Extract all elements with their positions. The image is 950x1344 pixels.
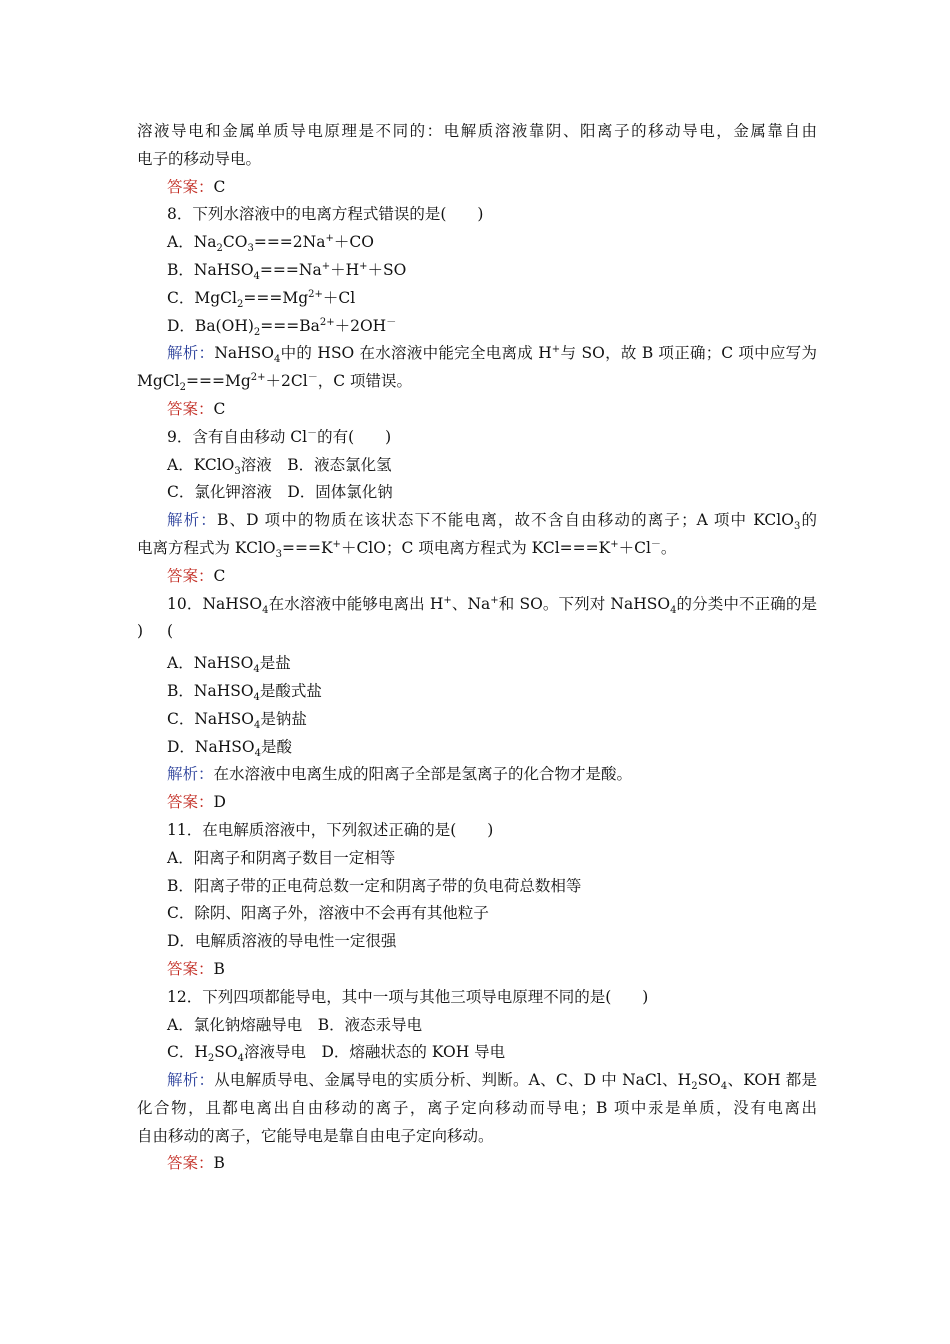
text: ＋Cl	[618, 538, 651, 557]
text: A．NaHSO	[167, 654, 254, 673]
subscript: 2	[691, 1081, 698, 1093]
subscript: 2	[179, 382, 186, 394]
subscript: 3	[275, 549, 282, 561]
analysis-label: 解析：	[167, 765, 214, 784]
q8-option-d	[137, 313, 817, 341]
q9-options-ab	[137, 452, 817, 480]
text: 的有( )	[317, 427, 392, 446]
q8-option-b	[137, 257, 817, 285]
superscript: +	[443, 594, 452, 606]
text: 9．含有自由移动 Cl	[167, 427, 308, 446]
superscript: 2+	[250, 372, 266, 384]
text: 和 SO。下列对 NaHSO	[498, 594, 671, 613]
text: SO	[697, 1071, 721, 1090]
text: NaHSO	[214, 344, 274, 363]
q8-analysis-line-2	[137, 368, 817, 396]
text: ===Mg	[186, 372, 251, 391]
text: 化合物，且都电离出自由移动的离子，离子定向移动而导电；B 项中汞是单质，没有电离出	[137, 1098, 817, 1117]
superscript: +	[610, 538, 619, 550]
subscript: 3	[234, 465, 241, 477]
text: B．NaHSO	[167, 681, 254, 700]
text: 的	[800, 511, 817, 530]
superscript: +	[551, 344, 561, 356]
q10-stem-line-1	[137, 591, 817, 641]
answer-label: 答案：	[167, 793, 214, 812]
q11-option-a	[137, 845, 817, 873]
text: D．Ba(OH)	[167, 316, 254, 335]
text: C．NaHSO	[167, 709, 255, 728]
superscript: 2+	[308, 288, 323, 300]
subscript: 4	[274, 354, 281, 366]
text: 11．在电解质溶液中，下列叙述正确的是( )	[167, 820, 494, 839]
text: ＋Cl	[322, 288, 356, 307]
answer-label: 答案：	[167, 177, 214, 196]
subscript: 4	[253, 664, 260, 676]
text: 、Na	[451, 594, 491, 613]
q12-options-cd	[137, 1039, 817, 1067]
subscript: 4	[253, 271, 260, 283]
text: B．NaHSO	[167, 260, 254, 279]
text: C．除阴、阳离子外，溶液中不会再有其他粒子	[167, 904, 489, 923]
subscript: 4	[720, 1081, 728, 1093]
q9-stem	[137, 424, 817, 452]
q10-option-a	[137, 650, 817, 678]
subscript: 2	[236, 298, 244, 310]
answer-value: B	[213, 1154, 225, 1173]
q9-options-cd	[137, 479, 817, 507]
text: ===Mg	[243, 288, 309, 307]
text: 溶液导电 D．熔融状态的 KOH 导电	[243, 1043, 506, 1062]
text: 12．下列四项都能导电，其中一项与其他三项导电原理不同的是( )	[167, 987, 649, 1006]
text: A．KClO	[167, 455, 235, 474]
text: ＋2OH	[334, 316, 387, 335]
text: 从电解质导电、金属导电的实质分析、判断。A、C、D 中 NaCl、H	[214, 1071, 692, 1090]
intro-text-2: 电子的移动导电。	[137, 149, 262, 168]
text: 是酸	[260, 737, 292, 756]
text: ＋2Cl	[265, 372, 308, 391]
subscript: 4	[670, 604, 677, 616]
q11-stem	[137, 817, 817, 845]
q10-stem-line-2	[137, 618, 817, 646]
text: 。	[660, 538, 677, 557]
q10-option-b	[137, 678, 817, 706]
answer-value: D	[213, 793, 226, 812]
q12-answer	[137, 1150, 817, 1178]
subscript: 4	[237, 1053, 244, 1065]
text: ＋CO	[333, 233, 374, 252]
q12-analysis-line-3	[137, 1123, 817, 1151]
superscript: 2+	[319, 316, 335, 328]
q9-analysis-line-2	[137, 535, 817, 563]
superscript: +	[321, 260, 331, 272]
question-stem: 8．下列水溶液中的电离方程式错误的是( )	[167, 205, 484, 224]
superscript: +	[490, 594, 499, 606]
answer-label: 答案：	[167, 399, 214, 418]
q12-analysis-line-1	[137, 1067, 817, 1095]
text: D．电解质溶液的导电性一定很强	[167, 932, 397, 951]
q8-stem	[137, 201, 817, 229]
text: ＋SO	[367, 260, 407, 279]
q10-option-c	[137, 706, 817, 734]
subscript: 4	[262, 604, 269, 616]
q11-option-c	[137, 900, 817, 928]
q8-option-a	[137, 229, 817, 257]
answer-value: C	[213, 399, 226, 418]
answer-label: 答案：	[167, 959, 214, 978]
text: MgCl	[137, 372, 180, 391]
text: 、KOH 都是	[727, 1071, 817, 1090]
text: B．阳离子带的正电荷总数一定和阴离子带的负电荷总数相等	[167, 876, 582, 895]
text: 自由移动的离子，它能导电是靠自由电子定向移动。	[137, 1126, 494, 1145]
text: A．阳离子和阴离子数目一定相等	[167, 848, 396, 867]
q12-analysis-line-2	[137, 1095, 817, 1123]
text: 是盐	[259, 654, 291, 673]
analysis-label: 解析：	[167, 511, 217, 530]
superscript: +	[359, 260, 368, 272]
answer-label: 答案：	[167, 1154, 214, 1173]
q12-options-ab	[137, 1012, 817, 1040]
subscript: 2	[216, 243, 223, 255]
q12-stem	[137, 984, 817, 1012]
q10-option-d	[137, 734, 817, 762]
text: 在水溶液中能够电离出 H	[268, 594, 444, 613]
subscript: 2	[253, 326, 261, 338]
superscript: －	[650, 538, 661, 550]
text: C．H	[167, 1043, 208, 1062]
q7-answer	[137, 174, 817, 202]
text: ===Na	[259, 260, 322, 279]
superscript: －	[386, 316, 397, 328]
document-body	[137, 118, 817, 1178]
subscript: 3	[247, 243, 254, 255]
q10-analysis	[137, 761, 817, 789]
text: ===Ba	[260, 316, 320, 335]
answer-value: C	[213, 177, 226, 196]
text: A．Na	[167, 233, 217, 252]
intro-text-1: 溶液导电和金属单质导电原理是不同的：电解质溶液靠阴、阳离子的移动导电，金属靠自由	[137, 122, 817, 140]
text: ＋H	[330, 260, 360, 279]
text: ===2Na	[253, 233, 326, 252]
text: ＋ClO；C 项电离方程式为 KCl===K	[340, 538, 611, 557]
q11-option-d	[137, 928, 817, 956]
superscript: －	[307, 372, 318, 384]
subscript: 4	[254, 747, 261, 759]
intro-line-1	[137, 118, 817, 146]
answer-label: 答案：	[167, 566, 214, 585]
q8-option-c	[137, 285, 817, 313]
text: 是酸式盐	[259, 681, 322, 700]
superscript: －	[307, 427, 318, 439]
text: CO	[222, 233, 248, 252]
text: 在水溶液中电离生成的阳离子全部是氢离子的化合物才是酸。	[213, 765, 633, 784]
text: D．NaHSO	[167, 737, 255, 756]
text: ===K	[282, 538, 333, 557]
text: 是钠盐	[260, 709, 307, 728]
subscript: 2	[207, 1053, 215, 1065]
q9-analysis-line-1	[137, 507, 817, 535]
text: ，C 项错误。	[317, 372, 412, 391]
answer-value: B	[213, 959, 225, 978]
text: C．MgCl	[167, 288, 237, 307]
text: SO	[214, 1043, 238, 1062]
subscript: 3	[793, 521, 801, 533]
subscript: 4	[254, 719, 261, 731]
analysis-label: 解析：	[167, 344, 215, 363]
q8-analysis-line-1	[137, 340, 817, 368]
text: 电离方程式为 KClO	[137, 538, 276, 557]
superscript: +	[332, 538, 341, 550]
q8-answer	[137, 396, 817, 424]
text: A．氯化钠熔融导电 B．液态汞导电	[167, 1015, 423, 1034]
answer-value: C	[213, 566, 226, 585]
q11-option-b	[137, 873, 817, 901]
text: B、D 项中的物质在该状态下不能电离，故不含自由移动的离子；A 项中 KClO	[216, 511, 794, 530]
text: 中的 HSO 在水溶液中能完全电离成 H	[280, 344, 552, 363]
q11-answer	[137, 956, 817, 984]
superscript: +	[325, 233, 334, 245]
analysis-label: 解析：	[167, 1071, 215, 1090]
intro-line-2	[137, 146, 817, 174]
subscript: 4	[253, 692, 260, 704]
q9-answer	[137, 563, 817, 591]
text: 的分类中不正确的是(	[167, 594, 817, 641]
q10-answer	[137, 789, 817, 817]
text: )	[137, 622, 144, 641]
text: 与 SO，故 B 项正确；C 项中应写为	[560, 344, 817, 363]
text: 溶液 B．液态氯化氢	[240, 455, 392, 474]
text: 10．NaHSO	[167, 594, 263, 613]
text: C．氯化钾溶液 D．固体氯化钠	[167, 483, 393, 502]
